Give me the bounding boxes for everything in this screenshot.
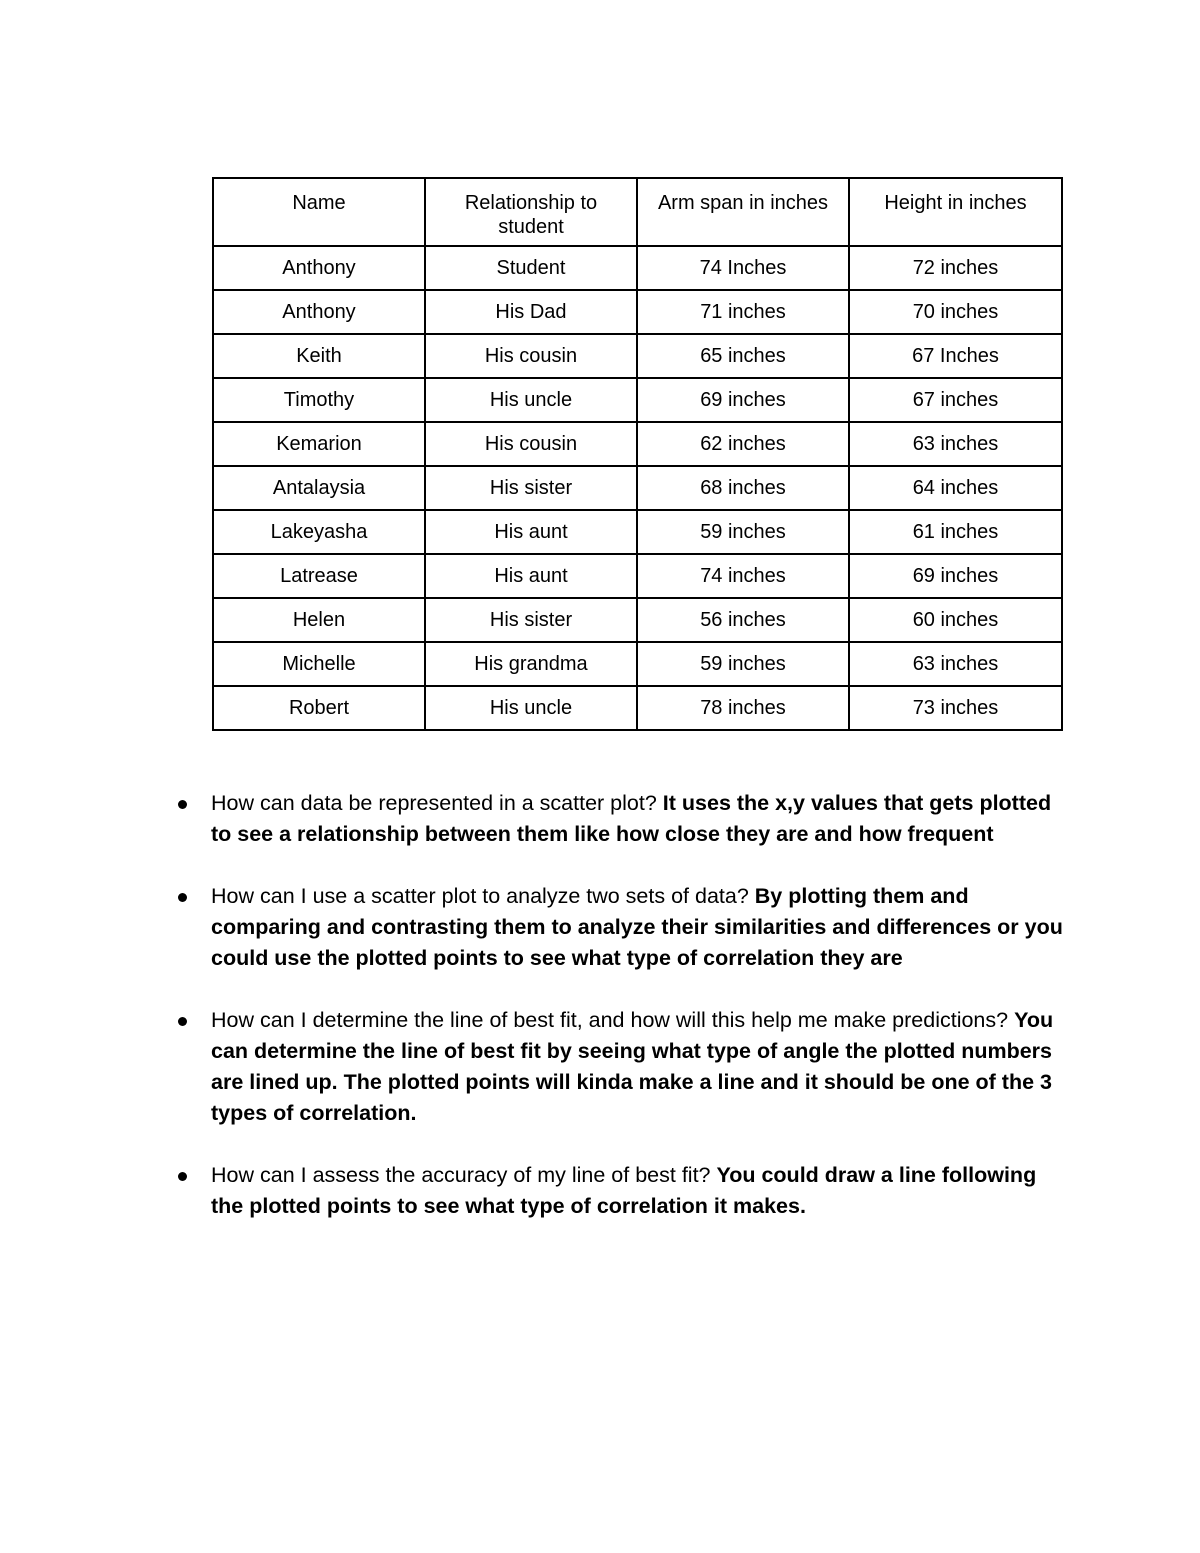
question-list bbox=[211, 788, 1066, 1253]
cell-arm-span: 59 inches bbox=[637, 642, 849, 686]
cell-name: Timothy bbox=[213, 378, 425, 422]
answer-text: By plotting them and comparing and contrasting them to analyze their similarities and differences or you could use the plotted points to see what type of correlation they are bbox=[211, 884, 1063, 970]
table-row bbox=[213, 246, 1062, 290]
cell-relationship: His cousin bbox=[425, 334, 637, 378]
answer-text: You can determine the line of best fit by seeing what type of angle the plotted numbers are lined up. The plotted points will kinda make a line and it should be one of the 3 types of correlation. bbox=[211, 1008, 1054, 1125]
cell-relationship: His grandma bbox=[425, 642, 637, 686]
table-row bbox=[213, 334, 1062, 378]
cell-name: Anthony bbox=[213, 290, 425, 334]
table-row bbox=[213, 378, 1062, 422]
cell-arm-span: 74 Inches bbox=[637, 246, 849, 290]
list-item bbox=[211, 881, 1066, 974]
cell-height: 63 inches bbox=[849, 422, 1062, 466]
cell-arm-span: 59 inches bbox=[637, 510, 849, 554]
cell-relationship: His aunt bbox=[425, 554, 637, 598]
cell-name: Michelle bbox=[213, 642, 425, 686]
list-item bbox=[211, 1005, 1066, 1129]
cell-arm-span: 56 inches bbox=[637, 598, 849, 642]
cell-height: 61 inches bbox=[849, 510, 1062, 554]
bullet-icon bbox=[178, 1172, 187, 1181]
cell-relationship: His cousin bbox=[425, 422, 637, 466]
cell-name: Lakeyasha bbox=[213, 510, 425, 554]
cell-arm-span: 78 inches bbox=[637, 686, 849, 730]
answer-text: It uses the x,y values that gets plotted to see a relationship between them like how close they are and how frequent bbox=[211, 791, 1052, 846]
table-row bbox=[213, 466, 1062, 510]
cell-arm-span: 62 inches bbox=[637, 422, 849, 466]
header-arm-span: Arm span in inches bbox=[637, 178, 849, 246]
cell-height: 69 inches bbox=[849, 554, 1062, 598]
table-header-row bbox=[213, 178, 1062, 246]
cell-relationship: His sister bbox=[425, 466, 637, 510]
cell-name: Anthony bbox=[213, 246, 425, 290]
cell-height: 64 inches bbox=[849, 466, 1062, 510]
cell-height: 70 inches bbox=[849, 290, 1062, 334]
cell-height: 63 inches bbox=[849, 642, 1062, 686]
cell-relationship: His sister bbox=[425, 598, 637, 642]
table-row bbox=[213, 598, 1062, 642]
cell-height: 60 inches bbox=[849, 598, 1062, 642]
cell-height: 67 Inches bbox=[849, 334, 1062, 378]
cell-name: Robert bbox=[213, 686, 425, 730]
cell-height: 72 inches bbox=[849, 246, 1062, 290]
arm-span-height-table bbox=[212, 177, 1063, 731]
cell-arm-span: 69 inches bbox=[637, 378, 849, 422]
cell-relationship: His uncle bbox=[425, 686, 637, 730]
question-text: How can data be represented in a scatter plot? bbox=[211, 791, 657, 815]
table-row bbox=[213, 686, 1062, 730]
table-row bbox=[213, 642, 1062, 686]
bullet-icon bbox=[178, 800, 187, 809]
cell-relationship: His uncle bbox=[425, 378, 637, 422]
cell-arm-span: 71 inches bbox=[637, 290, 849, 334]
header-relationship: Relationship to student bbox=[425, 178, 637, 246]
table-row bbox=[213, 290, 1062, 334]
cell-arm-span: 65 inches bbox=[637, 334, 849, 378]
bullet-icon bbox=[178, 893, 187, 902]
answer-text: You could draw a line following the plotted points to see what type of correlation it makes. bbox=[211, 1163, 1037, 1218]
table-row bbox=[213, 422, 1062, 466]
header-name: Name bbox=[213, 178, 425, 246]
cell-height: 67 inches bbox=[849, 378, 1062, 422]
cell-height: 73 inches bbox=[849, 686, 1062, 730]
cell-relationship: His aunt bbox=[425, 510, 637, 554]
table-row bbox=[213, 510, 1062, 554]
bullet-icon bbox=[178, 1017, 187, 1026]
list-item bbox=[211, 1160, 1066, 1222]
cell-arm-span: 74 inches bbox=[637, 554, 849, 598]
table-row bbox=[213, 554, 1062, 598]
cell-arm-span: 68 inches bbox=[637, 466, 849, 510]
cell-name: Antalaysia bbox=[213, 466, 425, 510]
header-height: Height in inches bbox=[849, 178, 1062, 246]
question-text: How can I assess the accuracy of my line of best fit? bbox=[211, 1163, 711, 1187]
cell-relationship: Student bbox=[425, 246, 637, 290]
cell-name: Latrease bbox=[213, 554, 425, 598]
cell-name: Kemarion bbox=[213, 422, 425, 466]
list-item bbox=[211, 788, 1066, 850]
cell-name: Helen bbox=[213, 598, 425, 642]
question-text: How can I determine the line of best fit, and how will this help me make predictions? bbox=[211, 1008, 1009, 1032]
cell-relationship: His Dad bbox=[425, 290, 637, 334]
question-text: How can I use a scatter plot to analyze two sets of data? bbox=[211, 884, 749, 908]
cell-name: Keith bbox=[213, 334, 425, 378]
